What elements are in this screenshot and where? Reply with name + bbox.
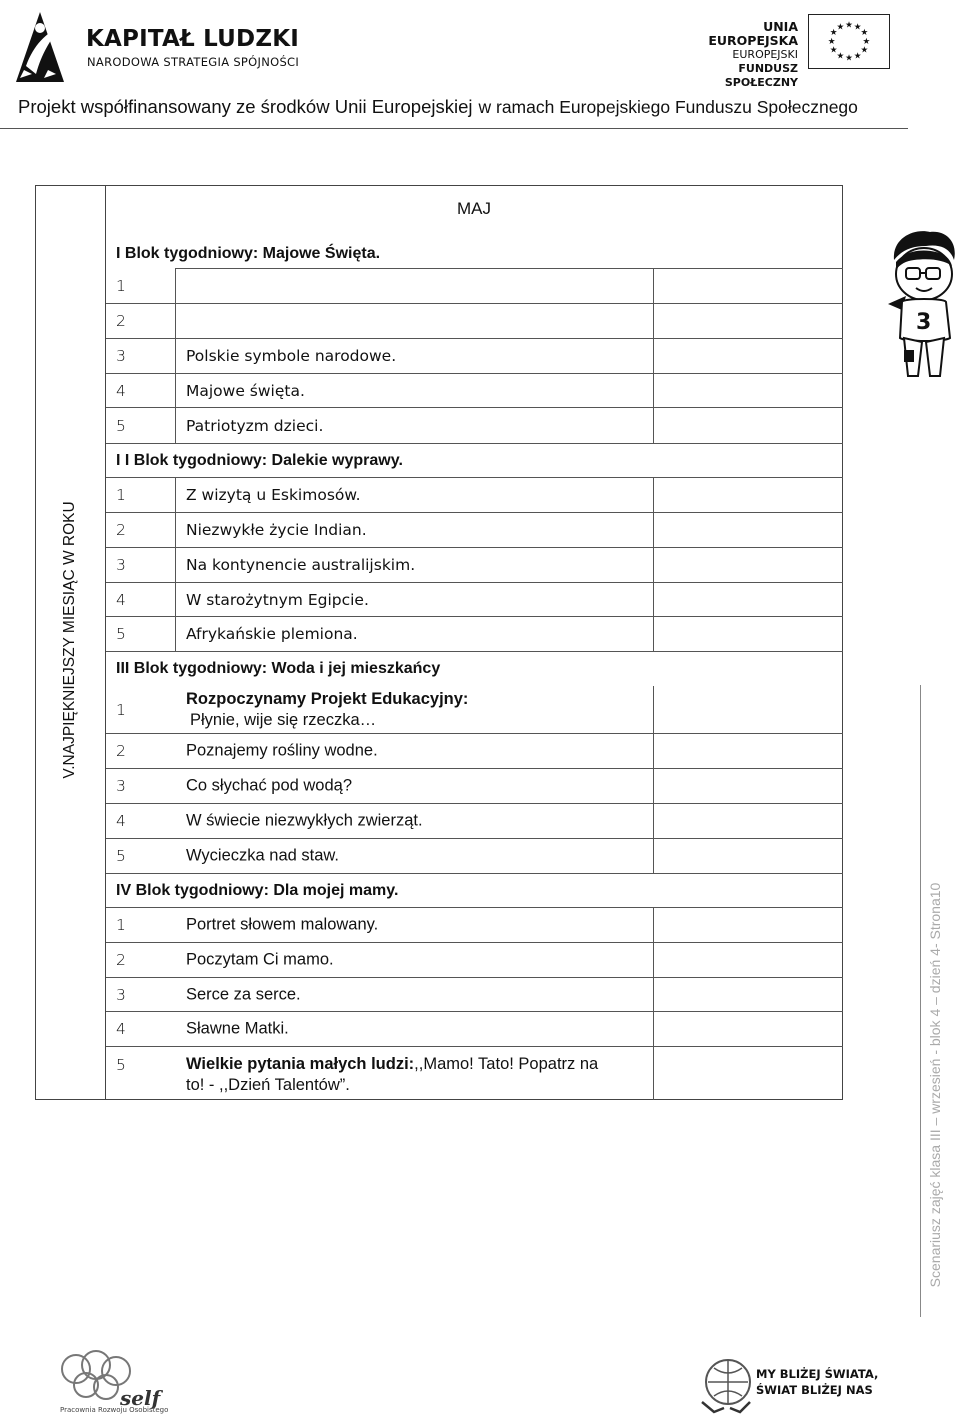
table-row bbox=[106, 943, 843, 978]
table-row bbox=[106, 408, 843, 444]
row-text: Sławne Matki. bbox=[186, 1019, 289, 1038]
block-header bbox=[106, 874, 843, 908]
funding-tagline bbox=[18, 96, 858, 118]
block-header bbox=[106, 444, 843, 478]
row-text bbox=[186, 689, 468, 731]
table-row bbox=[106, 1012, 843, 1047]
row-text: Na kontynencie australijskim. bbox=[186, 556, 416, 574]
tagline-part-2: w ramach Europejskiego Funduszu Społecznego bbox=[478, 97, 858, 117]
svg-text:★: ★ bbox=[845, 53, 853, 64]
row-text: Portret słowem malowany. bbox=[186, 915, 379, 934]
row-text-line-1: Rozpoczynamy Projekt Edukacyjny: bbox=[186, 689, 469, 708]
side-title: V.NAJPIĘKNIEJSZY MIESIĄC W ROKU bbox=[61, 501, 78, 779]
row-text-bold: Wielkie pytania małych ludzi: bbox=[186, 1055, 415, 1073]
row-number: 2 bbox=[116, 521, 126, 539]
table-row bbox=[106, 478, 843, 513]
row-number: 3 bbox=[116, 556, 126, 574]
row-text: Serce za serce. bbox=[186, 985, 301, 1003]
side-divider bbox=[920, 685, 921, 1317]
table-row bbox=[106, 513, 843, 548]
row-text: Z wizytą u Eskimosów. bbox=[186, 486, 361, 504]
svg-text:★: ★ bbox=[853, 51, 862, 62]
program-subtitle: NARODOWA STRATEGIA SPÓJNOŚCI bbox=[87, 55, 300, 69]
row-number: 1 bbox=[116, 916, 126, 934]
row-number: 1 bbox=[116, 486, 126, 504]
svg-text:★: ★ bbox=[836, 51, 845, 62]
svg-text:★: ★ bbox=[860, 45, 869, 56]
block-header bbox=[106, 238, 843, 269]
row-text bbox=[186, 1054, 598, 1096]
svg-text:★: ★ bbox=[829, 45, 838, 56]
row-text-line-2: to! - ,,Dzień Talentów”. bbox=[186, 1076, 350, 1094]
svg-text:★: ★ bbox=[860, 28, 869, 39]
row-number: 2 bbox=[116, 951, 126, 969]
table-row bbox=[106, 374, 843, 408]
eu-line-3: FUNDUSZ SPOŁECZNY bbox=[724, 62, 798, 89]
svg-text:★: ★ bbox=[827, 36, 836, 47]
row-number: 3 bbox=[116, 777, 126, 795]
table-row bbox=[106, 734, 843, 769]
row-text: Poczytam Ci mamo. bbox=[186, 950, 334, 969]
footer-slogan bbox=[756, 1366, 878, 1398]
row-text: Majowe święta. bbox=[186, 381, 305, 400]
header-divider bbox=[0, 128, 908, 129]
block-title: I Blok tygodniowy: Majowe Święta. bbox=[116, 244, 381, 262]
row-text: W starożytnym Egipcie. bbox=[186, 590, 369, 609]
row-text: Patriotyzm dzieci. bbox=[186, 416, 324, 435]
table-row bbox=[106, 908, 843, 943]
row-number: 5 bbox=[116, 625, 126, 643]
svg-text:★: ★ bbox=[862, 36, 871, 47]
table-row bbox=[106, 839, 843, 874]
svg-text:★: ★ bbox=[853, 22, 862, 33]
month-label: MAJ bbox=[457, 199, 491, 218]
eu-line-2: EUROPEJSKI bbox=[732, 48, 798, 61]
page-footer-note: Scenariusz zajęć klasa III – wrzesień - blok 4 – dzień 4- Strona10 bbox=[927, 882, 943, 1288]
eu-flag-icon bbox=[808, 14, 890, 69]
program-title: KAPITAŁ LUDZKI bbox=[86, 26, 299, 52]
row-text: Poznajemy rośliny wodne. bbox=[186, 741, 378, 760]
row-number: 5 bbox=[116, 1056, 126, 1074]
footer-slogan-line-2: ŚWIAT BLIŻEJ NAS bbox=[756, 1383, 873, 1397]
svg-text:★: ★ bbox=[836, 22, 845, 33]
table-row bbox=[106, 804, 843, 839]
table-row bbox=[106, 1047, 843, 1100]
row-number: 5 bbox=[116, 416, 126, 435]
table-row bbox=[106, 769, 843, 804]
row-text: Afrykańskie plemiona. bbox=[186, 625, 358, 643]
row-text: Polskie symbole narodowe. bbox=[186, 347, 397, 365]
table-row bbox=[106, 583, 843, 617]
self-logo-text: self bbox=[120, 1386, 161, 1410]
row-text-rest: ,,Mamo! Tato! Popatrz na bbox=[414, 1055, 599, 1073]
svg-text:★: ★ bbox=[845, 20, 853, 31]
kapital-ludzki-logo-icon bbox=[10, 4, 68, 84]
table-row bbox=[106, 269, 843, 304]
table-row bbox=[106, 548, 843, 583]
row-number: 2 bbox=[116, 742, 126, 760]
table-row bbox=[106, 978, 843, 1012]
svg-text:★: ★ bbox=[829, 28, 838, 39]
row-number: 4 bbox=[116, 590, 126, 609]
row-text: Co słychać pod wodą? bbox=[186, 776, 353, 795]
row-number: 1 bbox=[116, 277, 126, 295]
row-number: 5 bbox=[116, 847, 126, 865]
row-number: 4 bbox=[116, 381, 126, 400]
table-row bbox=[106, 617, 843, 652]
row-number: 2 bbox=[116, 312, 126, 330]
row-number: 1 bbox=[116, 700, 126, 719]
block-title: IV Blok tygodniowy: Dla mojej mamy. bbox=[116, 881, 399, 899]
globe-hands-icon bbox=[700, 1352, 752, 1418]
row-text: Niezwykłe życie Indian. bbox=[186, 521, 367, 539]
eu-label bbox=[680, 20, 798, 90]
eu-line-1: UNIA EUROPEJSKA bbox=[708, 19, 798, 48]
row-text: Wycieczka nad staw. bbox=[186, 846, 339, 865]
row-number: 3 bbox=[116, 347, 126, 365]
row-text: W świecie niezwykłych zwierząt. bbox=[186, 811, 423, 830]
row-text-line-2: Płynie, wije się rzeczka… bbox=[190, 710, 377, 729]
self-logo-caption: Pracownia Rozwoju Osobistego bbox=[60, 1406, 169, 1414]
table-row bbox=[106, 304, 843, 339]
row-number: 3 bbox=[116, 985, 126, 1004]
table-row bbox=[106, 339, 843, 374]
block-title: III Blok tygodniowy: Woda i jej mieszkańcy bbox=[116, 660, 441, 677]
table-row bbox=[106, 686, 843, 734]
kid-badge: 3 bbox=[916, 310, 932, 335]
block-header bbox=[106, 652, 843, 686]
block-title: I I Blok tygodniowy: Dalekie wyprawy. bbox=[116, 451, 403, 469]
footer-slogan-line-1: MY BLIŻEJ ŚWIATA, bbox=[756, 1367, 879, 1381]
kid-mascot-icon bbox=[884, 226, 960, 386]
row-number: 4 bbox=[116, 1020, 126, 1038]
tagline-part-1: Projekt współfinansowany ze środków Unii Europejskiej bbox=[18, 96, 473, 117]
row-number: 4 bbox=[116, 812, 126, 830]
